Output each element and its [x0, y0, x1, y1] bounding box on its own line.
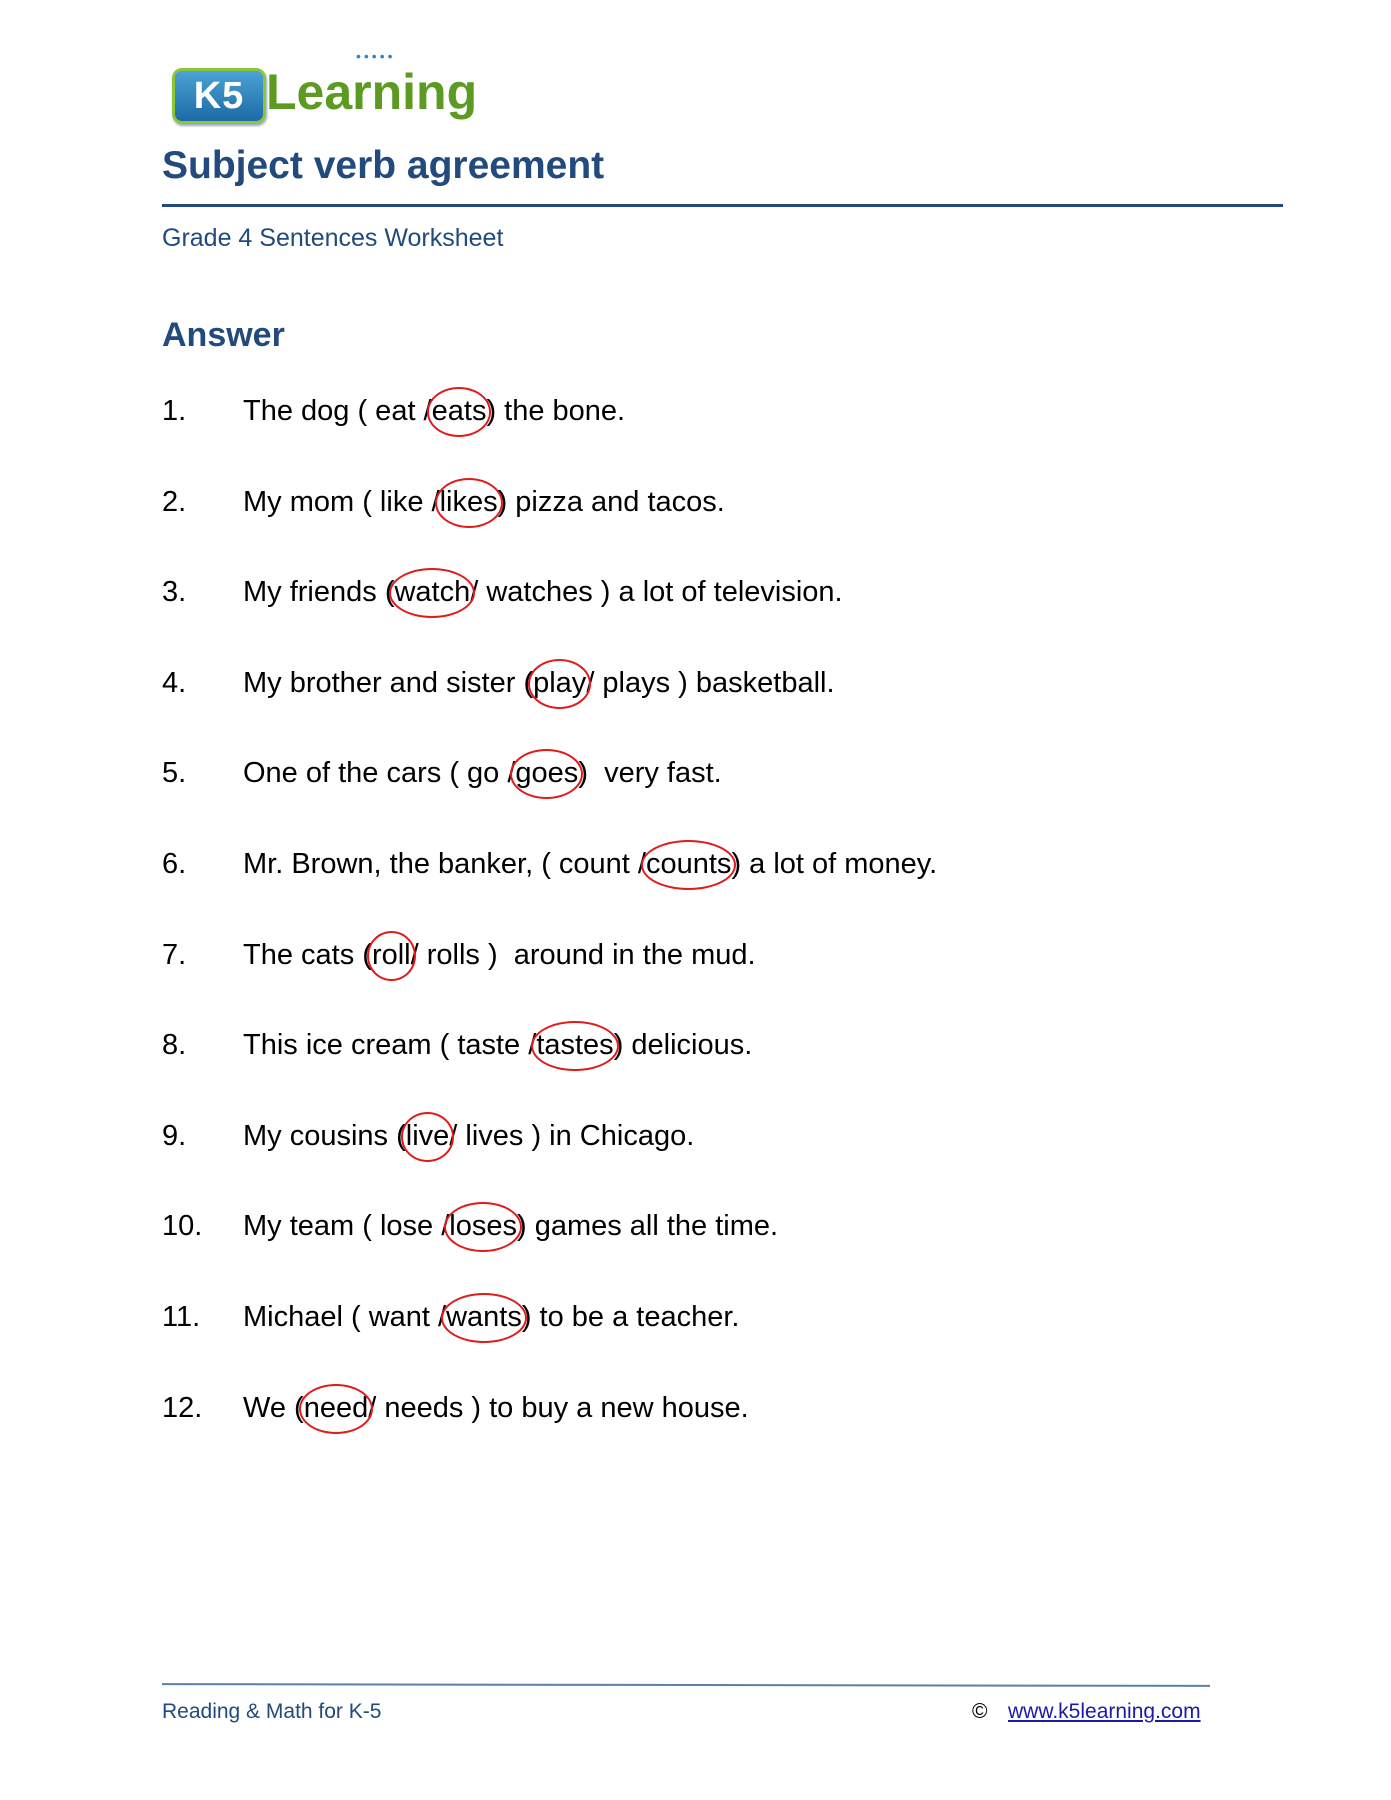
- sentence-before: This ice cream ( taste /: [243, 1029, 537, 1062]
- item-sentence: [243, 665, 835, 701]
- circled-answer: loses: [449, 1210, 517, 1243]
- footer-tagline: Reading & Math for K-5: [162, 1700, 382, 1723]
- sentence-before: My team ( lose /: [243, 1210, 450, 1243]
- sentence-before: We (: [243, 1391, 304, 1424]
- item-number: 5.: [162, 757, 187, 790]
- item-number: 8.: [162, 1029, 187, 1062]
- sentence-after: ) very fast.: [578, 757, 722, 790]
- item-sentence: [243, 846, 937, 882]
- sentence-after: ) the bone.: [486, 395, 626, 427]
- item-sentence: [243, 1118, 694, 1154]
- item-number: 4.: [162, 666, 187, 699]
- item-number: 7.: [162, 938, 187, 971]
- copyright-symbol: ©: [972, 1700, 988, 1723]
- page-title: Subject verb agreement: [162, 144, 605, 187]
- circled-answer: counts: [645, 848, 732, 880]
- sentence-before: My cousins (: [243, 1119, 406, 1152]
- item-number: 3.: [162, 576, 187, 609]
- logo-mark: K5: [172, 68, 266, 124]
- sentence-after: / watches ) a lot of television.: [470, 576, 843, 609]
- item-sentence: [243, 1390, 749, 1426]
- circled-answer: need: [303, 1391, 369, 1424]
- item-number: 6.: [162, 848, 187, 880]
- circled-answer: play: [533, 666, 587, 699]
- logo-stars-icon: •••••: [356, 48, 396, 64]
- circled-answer: eats: [431, 395, 487, 427]
- sentence-after: ) games all the time.: [516, 1210, 779, 1243]
- item-number: 10.: [162, 1210, 203, 1243]
- sentence-after: ) to be a teacher.: [521, 1301, 740, 1333]
- sentence-after: / needs ) to buy a new house.: [368, 1391, 749, 1424]
- item-sentence: [243, 1208, 778, 1244]
- circled-answer: tastes: [536, 1029, 614, 1062]
- circled-answer: wants: [446, 1301, 522, 1333]
- sentence-before: My friends (: [243, 576, 395, 609]
- item-number: 9.: [162, 1119, 187, 1152]
- circled-answer: likes: [439, 485, 498, 518]
- sentence-after: / plays ) basketball.: [586, 666, 835, 699]
- circled-answer: roll: [371, 938, 411, 971]
- sentence-after: ) pizza and tacos.: [497, 485, 725, 518]
- footer-divider: [162, 1683, 1210, 1687]
- item-sentence: [243, 1027, 752, 1063]
- item-number: 1.: [162, 395, 187, 427]
- circled-answer: goes: [515, 757, 579, 790]
- sentence-after: ) a lot of money.: [731, 848, 938, 880]
- item-sentence: [243, 393, 625, 429]
- sentence-before: One of the cars ( go /: [243, 757, 516, 790]
- worksheet-subtitle: Grade 4 Sentences Worksheet: [162, 224, 504, 252]
- sentence-before: The cats (: [243, 938, 372, 971]
- sentence-before: My mom ( like /: [243, 485, 440, 518]
- sentence-after: / rolls ) around in the mud.: [410, 938, 756, 971]
- website-link[interactable]: www.k5learning.com: [1008, 1700, 1201, 1723]
- item-number: 11.: [162, 1301, 201, 1333]
- sentence-before: Mr. Brown, the banker, ( count /: [243, 848, 646, 880]
- sentence-before: The dog ( eat /: [243, 395, 432, 427]
- item-sentence: [243, 574, 843, 610]
- answer-heading: Answer: [162, 316, 285, 354]
- logo-word: Learning: [266, 64, 478, 120]
- item-sentence: [243, 1299, 740, 1335]
- k5-learning-logo: [166, 48, 478, 124]
- sentence-after: / lives ) in Chicago.: [449, 1119, 695, 1152]
- title-divider: [162, 204, 1283, 207]
- circled-answer: watch: [394, 576, 471, 609]
- item-sentence: [243, 484, 725, 520]
- sentence-before: Michael ( want /: [243, 1301, 447, 1333]
- sentence-after: ) delicious.: [613, 1029, 753, 1062]
- item-sentence: [243, 937, 756, 973]
- item-number: 12.: [162, 1391, 203, 1424]
- circled-answer: live: [405, 1119, 450, 1152]
- item-sentence: [243, 755, 722, 791]
- sentence-before: My brother and sister (: [243, 666, 534, 699]
- item-number: 2.: [162, 485, 187, 518]
